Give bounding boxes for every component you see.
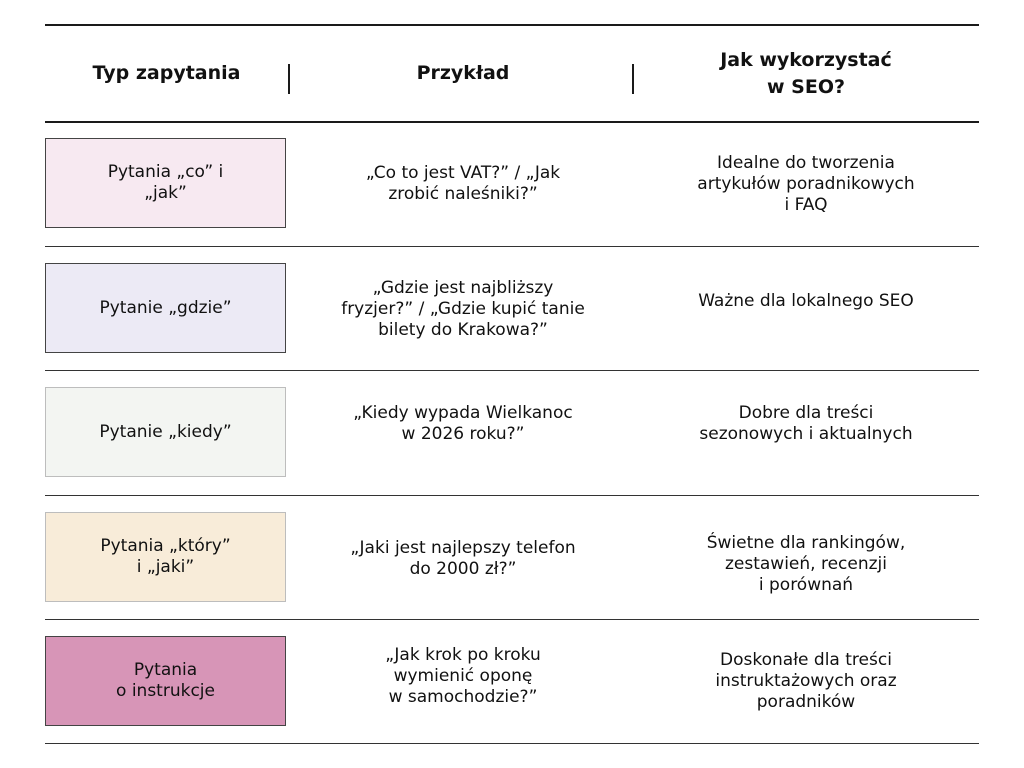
header-example: Przykład	[416, 62, 510, 84]
row-divider	[45, 370, 979, 371]
table-bottom-rule	[45, 743, 979, 744]
example-cell: „Co to jest VAT?” / „Jak zrobić naleśniki?”	[365, 163, 561, 204]
query-type-box: Pytania „co” i „jak”	[45, 138, 286, 228]
row-divider	[45, 495, 979, 496]
example-cell: „Jak krok po kroku wymienić oponę w samochodzie?”	[385, 644, 541, 707]
header-separator-1	[288, 64, 290, 94]
example-cell: „Kiedy wypada Wielkanoc w 2026 roku?”	[353, 403, 573, 444]
query-type-box: Pytanie „gdzie”	[45, 263, 286, 353]
header-type: Typ zapytania	[92, 62, 241, 84]
header-bottom-rule	[45, 121, 979, 123]
example-cell: „Gdzie jest najbliższy fryzjer?” / „Gdzie kupić tanie bilety do Krakowa?”	[341, 277, 585, 340]
example-cell: „Jaki jest najlepszy telefon do 2000 zł?”	[350, 538, 576, 579]
query-type-box: Pytania „który” i „jaki”	[45, 512, 286, 602]
seo-usage-cell: Idealne do tworzenia artykułów poradnikowych i FAQ	[697, 152, 915, 215]
seo-usage-cell: Dobre dla treści sezonowych i aktualnych	[699, 403, 913, 444]
row-divider	[45, 246, 979, 247]
header-seo-usage: Jak wykorzystać w SEO?	[720, 48, 892, 98]
seo-usage-cell: Ważne dla lokalnego SEO	[698, 290, 914, 311]
query-type-box: Pytanie „kiedy”	[45, 387, 286, 477]
seo-usage-cell: Świetne dla rankingów, zestawień, recenzji i porównań	[706, 532, 906, 595]
header-separator-2	[632, 64, 634, 94]
query-type-box: Pytania o instrukcje	[45, 636, 286, 726]
seo-usage-cell: Doskonałe dla treści instruktażowych oraz poradników	[715, 649, 897, 712]
row-divider	[45, 619, 979, 620]
